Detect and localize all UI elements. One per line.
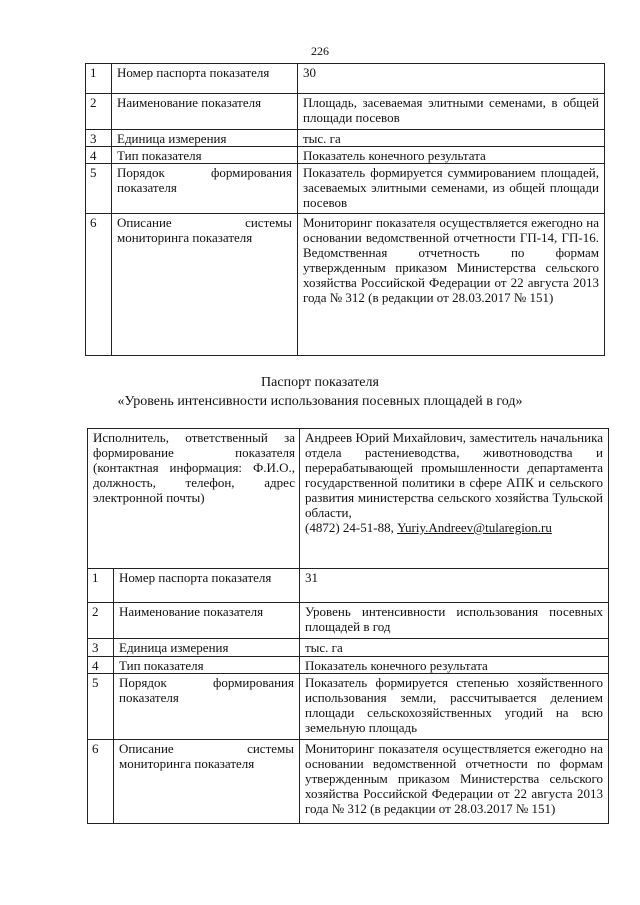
row-value: Показатель конечного результата <box>300 657 609 674</box>
row-value: Площадь, засеваемая элитными семенами, в общей площади посевов <box>298 94 605 130</box>
row-label: Номер паспорта показателя <box>112 64 298 94</box>
table-row <box>88 657 609 674</box>
table-row <box>88 569 609 603</box>
row-number: 3 <box>86 130 112 147</box>
row-value: тыс. га <box>300 639 609 657</box>
table-row <box>86 130 605 147</box>
row-number: 5 <box>88 674 114 740</box>
row-value: Показатель конечного результата <box>298 147 605 164</box>
page-number: 226 <box>311 44 329 58</box>
row-number: 1 <box>88 569 114 603</box>
row-label: Наименование показателя <box>112 94 298 130</box>
row-value: Уровень интенсивности использования посевных площадей в год <box>300 603 609 639</box>
row-label: Тип показателя <box>114 657 300 674</box>
row-number: 2 <box>88 603 114 639</box>
performer-email[interactable]: Yuriy.Andreev@tularegion.ru <box>397 520 552 535</box>
performer-phone: (4872) 24-51-88, <box>305 520 394 535</box>
row-number: 5 <box>86 164 112 214</box>
row-number: 6 <box>88 740 114 824</box>
table-row <box>88 674 609 740</box>
row-label: Описание системы мониторинга показателя <box>114 740 300 824</box>
performer-value <box>300 429 609 569</box>
row-label: Единица измерения <box>114 639 300 657</box>
row-label: Порядок формирования показателя <box>114 674 300 740</box>
row-label: Наименование показателя <box>114 603 300 639</box>
table-row <box>86 94 605 130</box>
row-value: 30 <box>298 64 605 94</box>
passport-heading: Паспорт показателя <box>261 375 379 390</box>
table-row <box>86 147 605 164</box>
row-value: Мониторинг показателя осуществляется ежегодно на основании ведомственной отчетности по формам утвержденным приказом Министерства сельского хозяйства Российской Федерации от 22 августа 2013 года № 312 (в редакции от 28.03.2017 № 151) <box>300 740 609 824</box>
row-value: Мониторинг показателя осуществляется ежегодно на основании ведомственной отчетности ГП-14, ГП-16. Ведомственная отчетность по формам утвержденным приказом Министерства сельского хозяйства Российской Федерации от 22 августа 2013 года № 312 (в редакции от 28.03.2017 № 151) <box>298 214 605 356</box>
row-number: 1 <box>86 64 112 94</box>
table-row <box>86 214 605 356</box>
row-number: 4 <box>86 147 112 164</box>
table-row <box>86 64 605 94</box>
table-row <box>88 639 609 657</box>
row-label: Порядок формирования показателя <box>112 164 298 214</box>
row-number: 4 <box>88 657 114 674</box>
row-value: Показатель формируется степенью хозяйственного использования земли, рассчитывается делением площади сельскохозяйственных угодий на всю земельную площадь <box>300 674 609 740</box>
row-label: Единица измерения <box>112 130 298 147</box>
table-row <box>88 603 609 639</box>
row-number: 3 <box>88 639 114 657</box>
row-value: тыс. га <box>298 130 605 147</box>
row-number: 2 <box>86 94 112 130</box>
passport-subheading: «Уровень интенсивности использования посевных площадей в год» <box>117 394 523 409</box>
performer-row <box>88 429 609 569</box>
row-value: Показатель формируется суммированием площадей, засеваемых элитными семенами, из общей площади посевов <box>298 164 605 214</box>
row-label: Номер паспорта показателя <box>114 569 300 603</box>
row-value: 31 <box>300 569 609 603</box>
performer-name: Андреев Юрий Михайлович, заместитель начальника отдела растениеводства, животноводства и перерабатывающей промышленности департамента государственной политики в сфере АПК и сельского развития министерства сельского хозяйства Тульской области, <box>305 430 603 520</box>
row-number: 6 <box>86 214 112 356</box>
indicator-31-table <box>87 428 609 824</box>
table-row <box>86 164 605 214</box>
indicator-30-table <box>85 63 605 356</box>
table-row <box>88 740 609 824</box>
row-label: Тип показателя <box>112 147 298 164</box>
performer-label: Исполнитель, ответственный за формирование показателя (контактная информация: Ф.И.О., должность, телефон, адрес электронной почты) <box>88 429 300 569</box>
row-label: Описание системы мониторинга показателя <box>112 214 298 356</box>
